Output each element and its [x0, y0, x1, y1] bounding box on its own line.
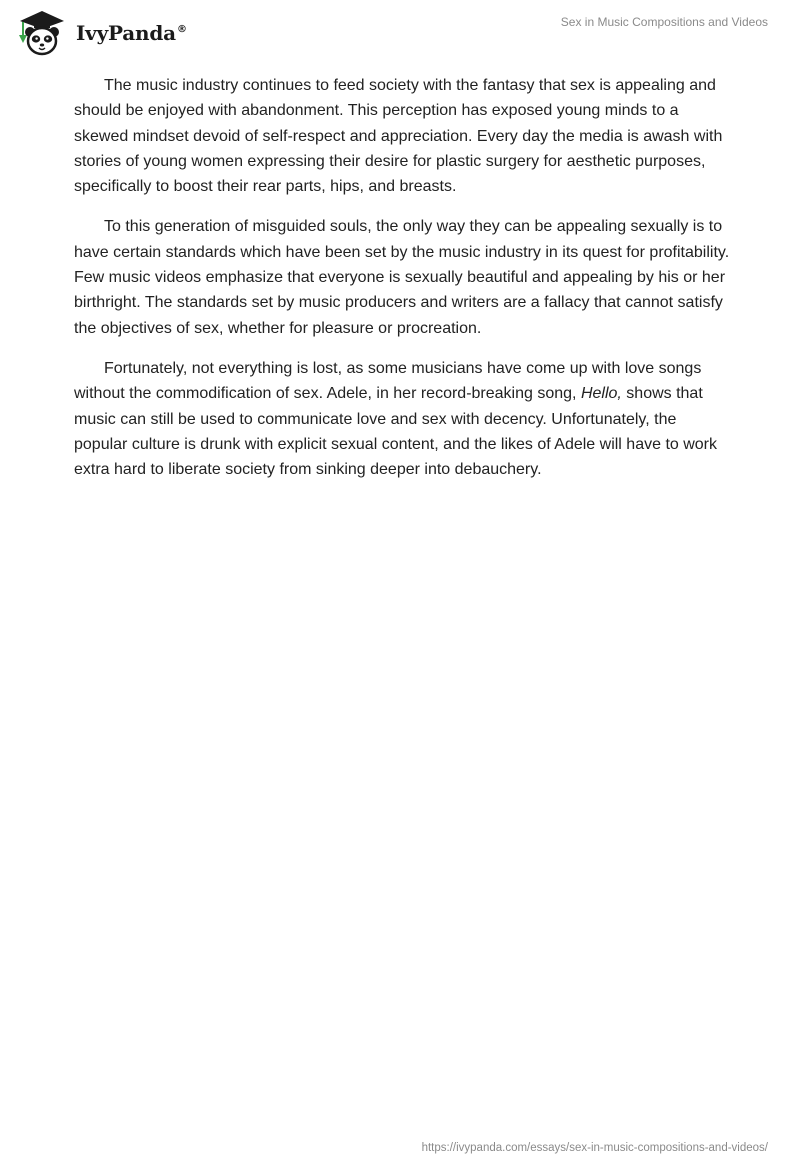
source-url-link[interactable]: https://ivypanda.com/essays/sex-in-music-compositions-and-videos/ — [421, 1142, 768, 1154]
paragraph-3 — [74, 356, 730, 482]
paragraph-2: To this generation of misguided souls, the only way they can be appealing sexually is to have certain standards which have been set by the music industry in its quest for profitability. Few music videos emphasize that everyone is sexually beautiful and appealing by his or her birthright. The standards set by music producers and writers are a fallacy that cannot satisfy the objectives of sex, whether for pleasure or procreation. — [74, 218, 730, 337]
song-title: Hello, — [580, 385, 622, 403]
panda-graduate-icon — [14, 7, 70, 57]
registered-mark: ® — [176, 24, 187, 36]
page-header — [0, 0, 800, 60]
paragraph-3-text-before: Fortunately, not everything is lost, as some musicians have come up with love songs without the commodification of sex. Adele, in her record-breaking song, — [74, 359, 702, 403]
brand-logo[interactable] — [14, 7, 187, 57]
paragraph-3-text-after: shows that music can still be used to communicate love and sex with decency. Unfortunately, the popular culture is drunk with explicit sexual content, and the likes of Adele will have to work extra hard to liberate society from sinking deeper into debauchery. — [74, 385, 718, 479]
paragraph-1: The music industry continues to feed society with the fantasy that sex is appealing and should be enjoyed with abandonment. This perception has exposed young minds to a skewed mindset devoid of self-respect and appreciation. Every day the media is awash with stories of young women expressing their desire for plastic surgery for aesthetic purposes, specifically to boost their rear parts, hips, and breasts. — [74, 77, 723, 196]
document-title: Sex in Music Compositions and Videos — [560, 15, 768, 29]
essay-body — [74, 73, 730, 497]
brand-name: IvyPanda® — [76, 21, 187, 45]
